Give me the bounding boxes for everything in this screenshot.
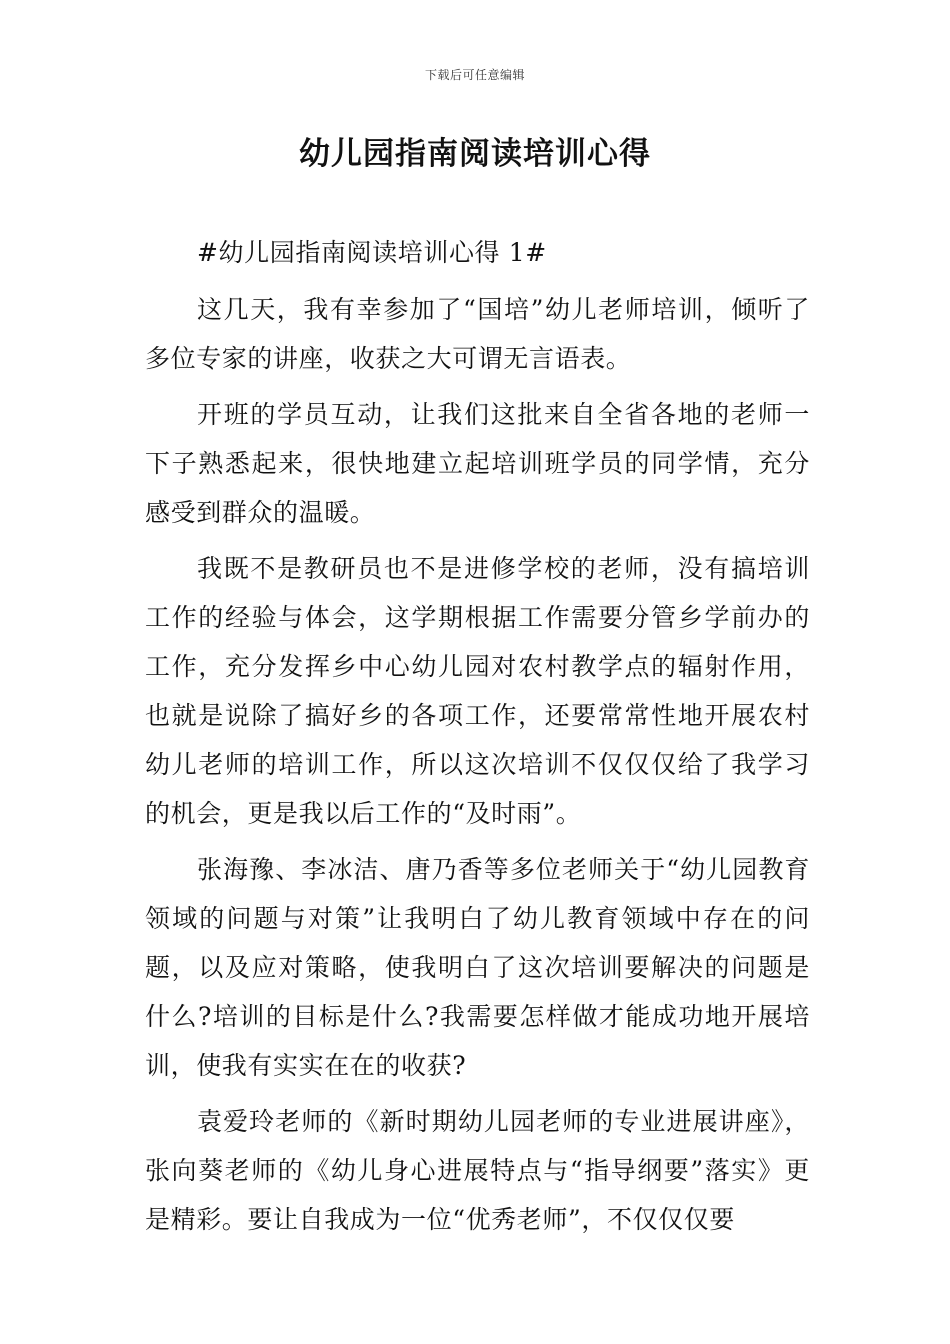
paragraph: 袁爱玲老师的《新时期幼儿园老师的专业进展讲座》，张向葵老师的《幼儿身心进展特点与“指导纲要”落实》更是精彩。要让自我成为一位“优秀老师”，不仅仅仅要 bbox=[145, 1107, 810, 1234]
paragraph: 张海豫、李冰洁、唐乃香等多位老师关于“幼儿园教育领域的问题与对策”让我明白了幼儿教育领域中存在的问题，以及应对策略，使我明白了这次培训要解决的问题是什么?培训的目标是什么?我需要怎样做才能成功地开展培训，使我有实实在在的收获? bbox=[145, 855, 810, 1080]
paragraph: 我既不是教研员也不是进修学校的老师，没有搞培训工作的经验与体会，这学期根据工作需要分管乡学前办的工作，充分发挥乡中心幼儿园对农村教学点的辐射作用，也就是说除了搞好乡的各项工作，还要常常性地开展农村幼儿老师的培训工作，所以这次培训不仅仅仅给了我学习的机会，更是我以后工作的“及时雨”。 bbox=[145, 554, 810, 828]
header-note: 下载后可任意编辑 bbox=[424, 68, 525, 82]
document-title: 幼儿园指南阅读培训心得 bbox=[299, 136, 651, 172]
document-body bbox=[145, 228, 810, 1244]
section-heading: #幼儿园指南阅读培训心得 1# bbox=[197, 238, 547, 267]
paragraph: 这几天，我有幸参加了“国培”幼儿老师培训，倾听了多位专家的讲座，收获之大可谓无言语表。 bbox=[145, 295, 810, 373]
paragraph: 开班的学员互动，让我们这批来自全省各地的老师一下子熟悉起来，很快地建立起培训班学员的同学情，充分感受到群众的温暖。 bbox=[145, 400, 810, 527]
